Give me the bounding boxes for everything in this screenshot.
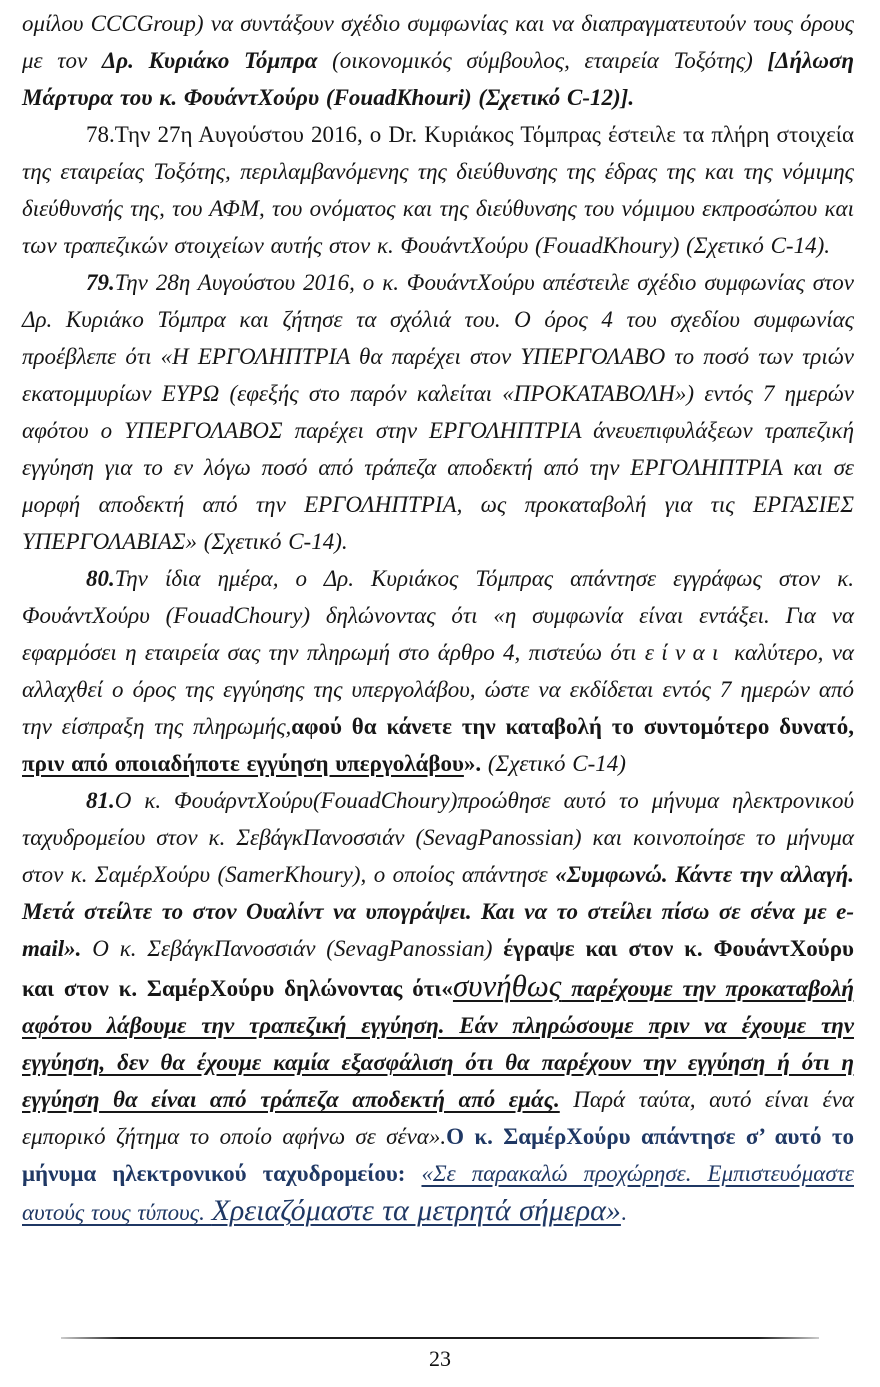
text-run: Ο κ. ΣαμέρΧούρυ απάντησε σ’ αυτό το μήνυμα ηλεκτρονικού ταχυδρομείου: bbox=[22, 1124, 854, 1186]
text-run: . bbox=[620, 1200, 627, 1225]
text-run: της εταιρείας Τοξότης, περιλαμβανόμενης της διεύθυνσης της έδρας της και της νόμιμης διεύθυνσής της, του ΑΦΜ, του ονόματος και της διεύθυνσης του νόμιμου εκπροσώπου και των τραπεζικών στοιχείων αυτής στον κ. ΦουάντΧούρυ (FouadKhoury) (Σχετικό C-14). bbox=[22, 159, 854, 258]
text-run: 80. bbox=[86, 566, 115, 591]
text-run: 78.Την 27η Αυγούστου 2016, ο Dr. Κυριάκος Τόμπρας έστειλε τα πλήρη στοιχεία bbox=[86, 122, 854, 147]
text-run: Ο κ. ΦουάρντΧούρυ(FouadChoury)προώθησε αυτό το μήνυμα ηλεκτρονικού ταχυδρομείου στον κ. ΣεβάγκΠανοσσιάν (SevagPanossian) και κοινοποίησε το μήνυμα στον κ. ΣαμέρΧούρυ (SamerKhoury), ο οποίος απάντησε bbox=[22, 788, 854, 887]
text-run: Παρά ταύτα, αυτό είναι ένα εμπορικό ζήτημα το οποίο αφήνω σε σένα». bbox=[22, 1087, 854, 1149]
paragraph bbox=[22, 116, 854, 264]
paragraph bbox=[22, 264, 854, 560]
text-run: ομίλου CCCGroup) να συντάξουν σχέδιο συμφωνίας και να διαπραγματευτούν τους όρους με τον bbox=[22, 11, 854, 73]
paragraph bbox=[22, 560, 854, 782]
footer-rule bbox=[61, 1337, 819, 1339]
text-run: είναι bbox=[644, 640, 726, 665]
text-run: παρέχουμε την προκαταβολή αφότου λάβουμε την τραπεζική εγγύηση. Εάν πληρώσουμε πριν να έχουμε την εγγύηση, δεν θα έχουμε καμία εξασφάλιση ότι θα παρέχουν την εγγύηση ή ότι η εγγύηση θα είναι από τράπεζα αποδεκτή από εμάς. bbox=[22, 976, 854, 1112]
page-footer bbox=[0, 1337, 880, 1371]
text-run: Χρειαζόμαστε τα μετρητά σήμερα» bbox=[211, 1194, 621, 1227]
text-run: Δρ. Κυριάκο Τόμπρα bbox=[101, 48, 333, 73]
text-run: Την 28η Αυγούστου 2016, ο κ. ΦουάντΧούρυ απέστειλε σχέδιο συμφωνίας στον Δρ. Κυριάκο Τόμπρα και ζήτησε τα σχόλιά του. Ο όρος 4 του σχεδίου συμφωνίας προέβλεπε ότι «Η ΕΡΓΟΛΗΠΤΡΙΑ θα παρέχει στον ΥΠΕΡΓΟΛΑΒΟ το ποσό των τριών εκατομμυρίων ΕΥΡΩ (εφεξής στο παρόν καλείται «ΠΡΟΚΑΤΑΒΟΛΗ») εντός 7 ημερών αφότου ο ΥΠΕΡΓΟΛΑΒΟΣ παρέχει στην ΕΡΓΟΛΗΠΤΡΙΑ άνευεπιφυλάξεων τραπεζική εγγύηση για το εν λόγω ποσό από τράπεζα αποδεκτή από την ΕΡΓΟΛΗΠΤΡΙΑ και σε μορφή αποδεκτή από την ΕΡΓΟΛΗΠΤΡΙΑ, ως προκαταβολή για τις ΕΡΓΑΣΙΕΣ ΥΠΕΡΓΟΛΑΒΙΑΣ» (Σχετικό C-14). bbox=[22, 270, 854, 554]
text-run: 79. bbox=[86, 270, 115, 295]
text-run: καλύτερο, να αλλαχθεί ο όρος της εγγύησης της υπεργολάβου, ώστε να εκδίδεται εντός 7 ημερών από την είσπραξη της πληρωμής, bbox=[22, 640, 854, 739]
text-run: ». bbox=[463, 751, 488, 776]
text-run: «Σε παρακαλώ προχώρησε. Εμπιστευόμαστε αυτούς τους τύπους. bbox=[22, 1161, 854, 1225]
text-run: έγραψε και στον κ. ΦουάντΧούρυ και στον κ. ΣαμέρΧούρυ δηλώνοντας ότι« bbox=[22, 936, 854, 1001]
text-run: Ο κ. ΣεβάγκΠανοσσιάν (SevagPanossian) bbox=[92, 936, 504, 961]
text-run: [Δήλωση Μάρτυρα του κ. ΦουάντΧούρυ (FouadKhouri) (Σχετικό C-12)]. bbox=[22, 48, 854, 110]
text-run: αφού θα κάνετε την καταβολή το συντομότερο δυνατό, bbox=[291, 714, 855, 739]
text-run: συνήθως bbox=[452, 968, 562, 1003]
text-run: 81. bbox=[86, 788, 115, 813]
text-run: Την ίδια ημέρα, ο Δρ. Κυριάκος Τόμπρας απάντησε εγγράφως στον κ. ΦουάντΧούρυ (FouadChoury) δηλώνοντας ότι «η συμφωνία είναι εντάξει. Για να εφαρμόσει η εταιρεία σας την πληρωμή στο άρθρο 4, πιστεύω ότι bbox=[22, 566, 854, 665]
paragraph bbox=[22, 782, 854, 1231]
text-run: «Συμφωνώ. Κάντε την αλλαγή. Μετά στείλτε το στον Ουαλίντ να υπογράψει. Και να το στείλει πίσω σε σένα με e-mail». bbox=[22, 862, 855, 961]
page-number: 23 bbox=[429, 1346, 451, 1371]
text-run: πριν από οποιαδήποτε εγγύηση υπεργολάβου bbox=[22, 751, 464, 776]
text-run: (Σχετικό C-14) bbox=[487, 751, 626, 776]
paragraph bbox=[22, 5, 854, 116]
text-run: (οικονομικός σύμβουλος, εταιρεία Τοξότης) bbox=[332, 48, 768, 73]
